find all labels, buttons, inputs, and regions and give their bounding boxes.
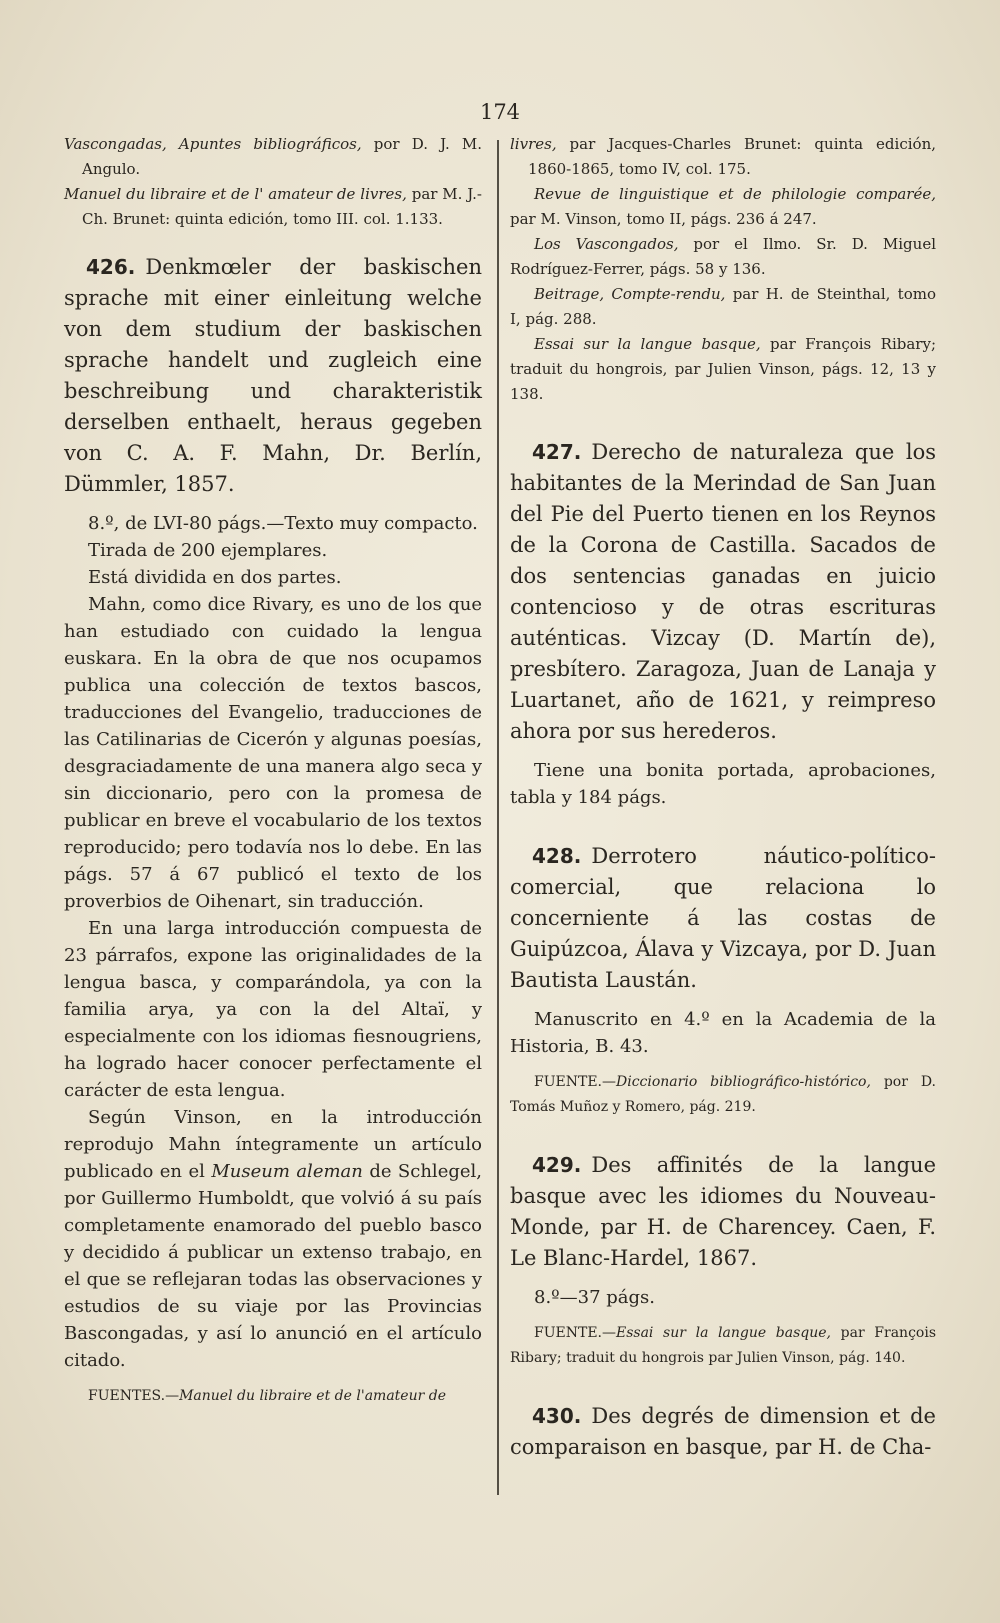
source-title: Diccionario bibliográfico-histórico, <box>616 1074 871 1090</box>
reference-detail: par M. J.-Ch. Brunet: quinta edición, tomo III. col. 1.133. <box>82 185 482 228</box>
reference-revue <box>510 182 936 232</box>
reference-detail: par M. Vinson, tomo II, págs. 236 á 247. <box>510 210 817 228</box>
entry-428-description: Manuscrito en 4.º en la Academia de la Historia, B. 43. <box>510 1009 936 1057</box>
right-column <box>510 132 936 1463</box>
entry-number: 427. <box>532 440 582 464</box>
entry-426-title <box>64 252 482 500</box>
entry-number: 426. <box>86 255 136 279</box>
source-label: FUENTE.— <box>534 1325 616 1341</box>
entry-428-source <box>510 1070 936 1120</box>
entry-426-paragraph <box>64 1104 482 1374</box>
reference-title: Los Vascongados, <box>534 235 679 253</box>
column-divider <box>497 140 499 1495</box>
source-detail: por D. Tomás Muñoz y Romero, pág. 219. <box>510 1074 936 1115</box>
reference-title: Revue de linguistique et de philologie comparée, <box>534 185 936 203</box>
reference-beitrage <box>510 282 936 332</box>
entry-number: 429. <box>532 1153 582 1177</box>
entry-426-sources <box>64 1384 482 1409</box>
entry-429-source <box>510 1321 936 1371</box>
source-detail: par François Ribary; traduit du hongrois par Julien Vinson, pág. 140. <box>510 1325 936 1366</box>
entry-426-paragraph: En una larga introducción compuesta de 23 párrafos, expone las originalidades de la lengua basca, y comparándola, ya con la familia arya, ya con la del Altaï, y especialmente con los idiomas fiesnougriens, ha logrado hacer conocer perfectamente el carácter de esta lengua. <box>64 918 482 1101</box>
reference-title: Essai sur la langue basque, <box>534 335 761 353</box>
entry-429-description: 8.º—37 págs. <box>534 1287 655 1308</box>
reference-title: Beitrage, Compte-rendu, <box>534 285 726 303</box>
entry-title-text: Des affinités de la langue basque avec les idiomes du Nouveau-Monde, par H. de Charencey. Caen, F. Le Blanc-Hardel, 1867. <box>510 1153 936 1270</box>
reference-vascongados <box>510 232 936 282</box>
entry-428-title <box>510 841 936 996</box>
reference-detail: par Jacques-Charles Brunet: quinta edición, 1860-1865, tomo IV, col. 175. <box>528 135 936 178</box>
reference-title: Vascongadas, Apuntes bibliográficos, <box>64 135 362 153</box>
reference-essai <box>510 332 936 407</box>
entry-title-text: Denkmœler der baskischen sprache mit einer einleitung welche von dem studium der baskischen sprache handelt und zugleich eine beschreibung und charakteristik derselben enthaelt, heraus gegeben von C. A. F. Mahn, Dr. Berlín, Dümmler, 1857. <box>64 255 482 496</box>
entry-427-title <box>510 437 936 747</box>
entry-430-title <box>510 1401 936 1463</box>
entry-427-description: Tiene una bonita portada, aprobaciones, tabla y 184 págs. <box>510 760 936 808</box>
entry-number: 430. <box>532 1404 582 1428</box>
reference-detail: par H. de Steinthal, tomo I, pág. 288. <box>510 285 936 328</box>
reference-title: Manuel du libraire et de l' amateur de livres, <box>64 185 407 203</box>
page-number: 174 <box>479 100 521 124</box>
entry-number: 428. <box>532 844 582 868</box>
paragraph-text: Según Vinson, en la introducción reprodujo Mahn íntegramente un artículo publicado en el <box>64 1107 482 1182</box>
reference-detail: por el Ilmo. Sr. D. Miguel Rodríguez-Ferrer, págs. 58 y 136. <box>510 235 936 278</box>
sources-label: FUENTES.— <box>88 1388 180 1404</box>
reference-title: livres, <box>510 135 557 153</box>
reference-continuation <box>64 132 482 182</box>
entry-426-paragraph: Mahn, como dice Rivary, es uno de los que han estudiado con cuidado la lengua euskara. En la obra de que nos ocupamos publica una colección de textos bascos, traducciones del Evangelio, traducciones de las Catilinarias de Cicerón y algunas poesías, desgraciadamente de una manera algo seca y sin diccionario, pero con la promesa de publicar en breve el vocabulario de los textos reproducido; pero todavía nos lo debe. En las págs. 57 á 67 publicó el texto de los proverbios de Oihenart, sin traducción. <box>64 594 482 912</box>
entry-426-parts: Está dividida en dos partes. <box>88 567 342 588</box>
entry-title-text: Des degrés de dimension et de comparaison en basque, par H. de Cha- <box>510 1404 936 1459</box>
source-title: Essai sur la langue basque, <box>616 1325 832 1341</box>
paragraph-italic: Museum aleman <box>211 1161 363 1182</box>
reference-brunet <box>64 182 482 232</box>
paragraph-text: de Schlegel, por Guillermo Humboldt, que volvió á su país completamente enamorado del pueblo basco y decidido á publicar un extenso trabajo, en el que se reflejaran todas las observaciones y estudios de su viaje por las Provincias Bascongadas, y así lo anunció en el artículo citado. <box>64 1161 482 1371</box>
left-column <box>64 132 482 1409</box>
entry-title-text: Derrotero náutico-político-comercial, que relaciona lo concerniente á las costas de Guipúzcoa, Álava y Vizcaya, por D. Juan Bautista Laustán. <box>510 844 936 992</box>
entry-title-text: Derecho de naturaleza que los habitantes de la Merindad de San Juan del Pie del Puerto tienen en los Reynos de la Corona de Castilla. Sacados de dos sentencias ganadas en juicio contencioso y de otras escrituras auténticas. Vizcay (D. Martín de), presbítero. Zaragoza, Juan de Lanaja y Luartanet, año de 1621, y reimpreso ahora por sus herederos. <box>510 440 936 743</box>
reference-detail: por D. J. M. Angulo. <box>82 135 482 178</box>
entry-429-title <box>510 1150 936 1274</box>
reference-continuation <box>510 132 936 182</box>
sources-title: Manuel du libraire et de l'amateur de <box>179 1388 446 1404</box>
source-label: FUENTE.— <box>534 1074 616 1090</box>
entry-426-print-run: Tirada de 200 ejemplares. <box>88 540 328 561</box>
reference-detail: par François Ribary; traduit du hongrois, par Julien Vinson, págs. 12, 13 y 138. <box>510 335 936 403</box>
entry-426-format: 8.º, de LVI-80 págs.—Texto muy compacto. <box>88 513 478 534</box>
